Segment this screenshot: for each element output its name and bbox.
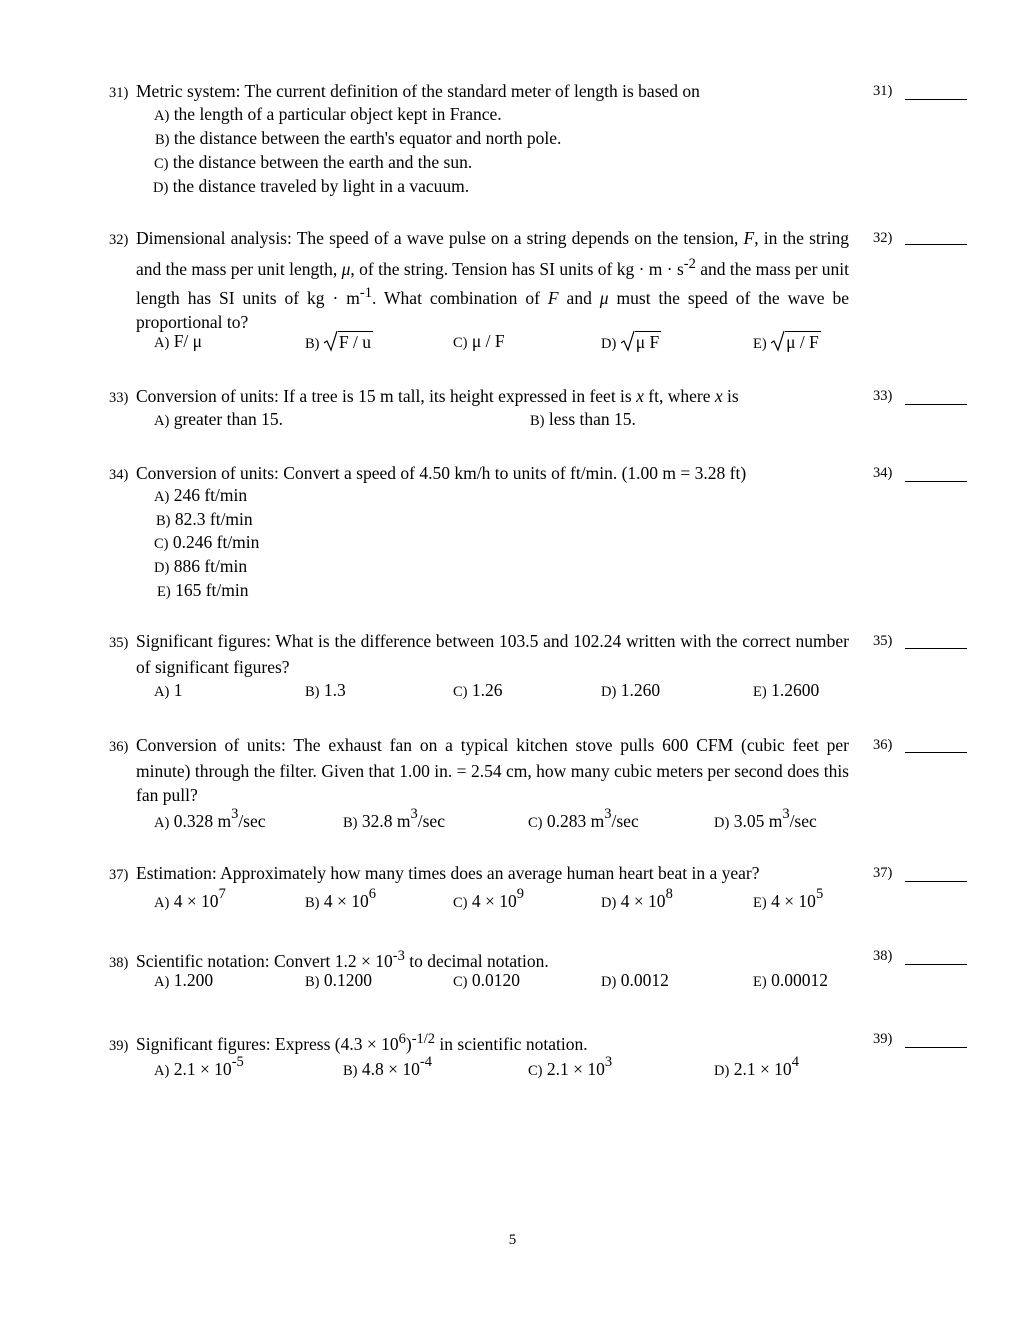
question-number: 35) — [109, 635, 129, 651]
option-d[interactable] — [153, 176, 469, 197]
option-letter: D) — [601, 894, 617, 911]
option-text: 0.0120 — [471, 970, 520, 990]
question-stem — [109, 733, 849, 807]
option-letter: D) — [714, 1062, 730, 1079]
option-e[interactable] — [753, 330, 821, 353]
question-text: and the mass per unit length has SI units of kg · m — [136, 258, 849, 308]
exponent: 9 — [516, 886, 524, 902]
answer-number: 34) — [873, 465, 893, 481]
option-text: 82.3 ft/min — [174, 509, 253, 529]
option-letter: D) — [154, 560, 170, 576]
question-text: . What combination of — [372, 287, 548, 308]
option-letter: E) — [753, 974, 767, 990]
option-letter: D) — [601, 336, 617, 352]
question-31 — [109, 79, 849, 105]
option-letter: D) — [601, 684, 617, 700]
exponent: -2 — [683, 256, 696, 272]
question-text: Metric system: The current definition of the standard meter of length is based on — [136, 81, 700, 101]
option-text: 3.05 m — [733, 810, 783, 831]
option-text: 4 × 10 — [173, 890, 219, 911]
question-text: , in the string and the mass per unit length, — [136, 228, 849, 279]
symbol-x: x — [714, 386, 723, 406]
answer-number: 35) — [873, 633, 893, 649]
option-d[interactable] — [601, 888, 673, 912]
answer-number: 37) — [873, 865, 893, 881]
symbol-f: F — [743, 228, 755, 248]
symbol-f: F — [547, 287, 559, 308]
option-text: the distance between the earth's equator and north pole. — [173, 128, 562, 148]
option-letter: D) — [601, 974, 617, 990]
option-text: 1.200 — [173, 970, 214, 990]
question-text: in scientific notation. — [435, 1033, 588, 1054]
question-stem — [109, 461, 849, 487]
exponent: -3 — [392, 948, 405, 964]
option-c[interactable] — [528, 1056, 612, 1080]
option-text: the distance between the earth and the sun. — [172, 152, 473, 172]
option-c[interactable] — [453, 680, 503, 701]
option-b[interactable] — [305, 680, 346, 701]
option-letter: B) — [530, 413, 545, 429]
option-letter: B) — [305, 684, 320, 700]
question-number: 31) — [109, 85, 129, 101]
question-number: 33) — [109, 390, 129, 406]
symbol-x: x — [636, 386, 644, 406]
exponent: 3 — [604, 1054, 613, 1070]
sqrt-symbol — [324, 330, 373, 353]
option-letter: A) — [154, 108, 170, 124]
option-text: μ F — [635, 332, 660, 352]
option-text: the length of a particular object kept in France. — [173, 104, 502, 124]
option-e[interactable] — [157, 580, 248, 601]
option-d[interactable] — [714, 1056, 799, 1080]
answer-blank[interactable] — [905, 99, 967, 100]
question-number: 34) — [109, 467, 129, 483]
option-letter: B) — [343, 1062, 358, 1079]
answer-blank[interactable] — [905, 244, 967, 245]
option-e[interactable] — [753, 680, 819, 701]
option-c[interactable] — [453, 331, 505, 352]
option-letter: A) — [154, 974, 170, 990]
option-letter: C) — [154, 156, 169, 172]
option-c[interactable] — [154, 152, 472, 173]
option-letter: B) — [343, 814, 358, 831]
exponent: 3 — [604, 806, 612, 822]
option-d[interactable] — [601, 330, 661, 353]
exponent: 8 — [665, 886, 673, 902]
answer-blank[interactable] — [905, 404, 967, 405]
option-text: 0.246 ft/min — [172, 532, 260, 552]
question-number: 32) — [109, 232, 129, 248]
option-a[interactable] — [154, 1056, 244, 1080]
option-a[interactable] — [154, 485, 247, 506]
option-text: 4 × 10 — [471, 890, 517, 911]
option-text: 1.2600 — [771, 680, 820, 700]
question-text: Estimation: Approximately how many times does an average human heart beat in a year? — [136, 863, 760, 883]
question-35 — [109, 629, 849, 679]
option-d[interactable] — [601, 970, 669, 991]
option-b[interactable] — [343, 808, 445, 832]
question-stem — [109, 79, 849, 105]
exponent: 4 — [791, 1054, 799, 1070]
option-letter: C) — [453, 974, 468, 990]
question-37 — [109, 861, 849, 887]
question-stem — [109, 861, 849, 887]
option-letter: A) — [154, 814, 170, 831]
answer-blank[interactable] — [905, 648, 967, 649]
option-text: 1 — [173, 680, 183, 700]
question-text: Scientific notation: Convert 1.2 × 10 — [136, 950, 393, 971]
option-text: 0.1200 — [323, 970, 372, 990]
option-unit: /sec — [611, 810, 639, 831]
option-a[interactable] — [154, 409, 283, 430]
exponent: 7 — [218, 886, 226, 902]
option-letter: C) — [453, 335, 468, 351]
answer-blank[interactable] — [905, 881, 967, 882]
option-text: 2.1 × 10 — [733, 1058, 792, 1079]
option-text: greater than 15. — [173, 409, 284, 429]
option-d[interactable] — [714, 808, 817, 832]
option-letter: E) — [753, 336, 767, 352]
option-e[interactable] — [753, 970, 828, 991]
option-letter: B) — [156, 513, 171, 529]
option-a[interactable] — [154, 970, 213, 991]
option-letter: D) — [714, 814, 730, 831]
question-32 — [109, 226, 849, 334]
option-a[interactable] — [154, 888, 226, 912]
symbol-mu: μ — [341, 258, 351, 279]
question-text: Conversion of units: The exhaust fan on a typical kitchen stove pulls 600 CFM (cubic feet per minute) through the filter. Given that 1.00 in. = 2.54 cm, how many cubic meters per second does this fan pull? — [136, 735, 849, 805]
question-text: must the speed of the wave be proportional to? — [136, 287, 849, 332]
option-text: F/ μ — [173, 331, 203, 351]
option-b[interactable] — [305, 330, 373, 353]
exponent: 3 — [410, 806, 418, 822]
answer-number: 38) — [873, 948, 893, 964]
exponent: 3 — [782, 806, 790, 822]
page-number: 5 — [508, 1232, 517, 1248]
option-e[interactable] — [753, 888, 823, 912]
option-c[interactable] — [528, 808, 639, 832]
option-text: 4 × 10 — [771, 890, 816, 911]
radical-icon — [324, 330, 338, 352]
option-text: less than 15. — [548, 409, 636, 429]
radical-icon — [621, 330, 635, 352]
answer-blank[interactable] — [905, 1047, 967, 1048]
question-text: is — [722, 386, 739, 406]
answer-blank[interactable] — [905, 964, 967, 965]
option-text: the distance traveled by light in a vacuum. — [172, 176, 470, 196]
question-text: ) — [405, 1033, 412, 1054]
question-33 — [109, 384, 849, 410]
option-letter: A) — [154, 413, 170, 429]
question-text: Conversion of units: If a tree is 15 m tall, its height expressed in feet is — [136, 386, 637, 406]
option-b[interactable] — [305, 888, 376, 912]
radical-icon — [771, 330, 785, 352]
option-text: 886 ft/min — [173, 556, 248, 576]
question-stem — [109, 226, 849, 334]
option-text: 246 ft/min — [173, 485, 248, 505]
option-letter: A) — [154, 1062, 170, 1079]
answer-number: 36) — [873, 737, 893, 753]
question-number: 37) — [109, 867, 129, 883]
question-36 — [109, 733, 849, 807]
answer-number: 32) — [873, 230, 893, 246]
question-text: , of the string. Tension has SI units of kg · m · s — [350, 258, 684, 279]
option-text: 0.328 m — [173, 810, 232, 831]
option-text: 1.26 — [471, 680, 503, 700]
option-text: 0.00012 — [771, 970, 828, 990]
option-c[interactable] — [453, 970, 520, 991]
exponent: -1/2 — [411, 1031, 436, 1047]
exponent: -1 — [359, 284, 373, 301]
option-d[interactable] — [601, 680, 660, 701]
option-text: 165 ft/min — [175, 580, 249, 600]
option-unit: /sec — [417, 810, 445, 831]
option-text: 1.3 — [323, 680, 346, 700]
question-34 — [109, 461, 849, 487]
option-letter: C) — [528, 1062, 543, 1079]
option-b[interactable] — [155, 128, 561, 149]
option-a[interactable] — [154, 104, 502, 125]
option-letter: B) — [305, 336, 320, 352]
answer-blank[interactable] — [905, 481, 967, 482]
question-text: Significant figures: Express (4.3 × 10 — [136, 1033, 399, 1054]
option-text: 2.1 × 10 — [173, 1058, 232, 1079]
option-letter: B) — [305, 974, 320, 990]
option-a[interactable] — [154, 680, 182, 701]
option-text: 4 × 10 — [323, 890, 369, 911]
question-text: Significant figures: What is the difference between 103.5 and 102.24 written with the correct number of significant figures? — [136, 631, 849, 677]
option-text: 4 × 10 — [620, 890, 666, 911]
option-text: 32.8 m — [361, 810, 411, 831]
option-unit: /sec — [238, 810, 266, 831]
option-letter: B) — [305, 894, 320, 911]
option-text: 4.8 × 10 — [361, 1058, 420, 1079]
question-number: 38) — [109, 954, 129, 971]
option-text: 1.260 — [620, 680, 661, 700]
option-unit: /sec — [789, 810, 817, 831]
exponent: -5 — [231, 1054, 244, 1070]
option-text: F / u — [338, 332, 371, 352]
question-text: ft, where — [643, 386, 715, 406]
question-stem — [109, 629, 849, 679]
option-letter: C) — [453, 684, 468, 700]
option-c[interactable] — [453, 888, 524, 912]
option-letter: D) — [153, 180, 169, 196]
option-c[interactable] — [154, 532, 259, 553]
question-number: 36) — [109, 739, 129, 755]
answer-number: 39) — [873, 1031, 893, 1047]
question-stem — [109, 384, 849, 410]
answer-number: 33) — [873, 388, 893, 404]
option-letter: E) — [157, 584, 171, 600]
exponent: -4 — [419, 1054, 432, 1070]
option-letter: C) — [154, 536, 169, 552]
question-39 — [109, 1027, 849, 1058]
option-text: 2.1 × 10 — [546, 1058, 605, 1079]
option-a[interactable] — [154, 331, 202, 352]
option-text: 0.283 m — [546, 810, 605, 831]
option-b[interactable] — [530, 409, 636, 430]
question-text: Dimensional analysis: The speed of a wave pulse on a string depends on the tension, — [136, 228, 744, 248]
option-letter: E) — [753, 684, 767, 700]
option-text: μ / F — [786, 332, 819, 352]
option-b[interactable] — [305, 970, 372, 991]
question-text: to decimal notation. — [404, 950, 549, 971]
option-d[interactable] — [154, 556, 247, 577]
option-b[interactable] — [343, 1056, 432, 1080]
sqrt-symbol — [771, 330, 821, 353]
exponent: 3 — [231, 806, 239, 822]
option-text: μ / F — [471, 331, 505, 351]
question-number: 39) — [109, 1037, 129, 1054]
option-letter: A) — [154, 489, 170, 505]
option-letter: A) — [154, 684, 170, 700]
option-letter: A) — [154, 894, 170, 911]
symbol-mu: μ — [599, 287, 609, 308]
option-letter: C) — [528, 814, 543, 831]
exponent: 6 — [398, 1031, 406, 1047]
option-letter: E) — [753, 894, 767, 911]
option-text: 0.0012 — [620, 970, 669, 990]
option-letter: B) — [155, 132, 170, 148]
option-letter: A) — [154, 335, 170, 351]
question-text: Conversion of units: Convert a speed of 4.50 km/h to units of ft/min. (1.00 m = 3.28 ft) — [136, 463, 747, 483]
sqrt-symbol — [621, 330, 662, 353]
question-text: and — [558, 287, 600, 308]
option-b[interactable] — [156, 509, 253, 530]
option-a[interactable] — [154, 808, 266, 832]
option-letter: C) — [453, 894, 468, 911]
answer-number: 31) — [873, 83, 893, 99]
exponent: 6 — [368, 886, 376, 902]
exponent: 5 — [815, 886, 824, 902]
answer-blank[interactable] — [905, 752, 967, 753]
